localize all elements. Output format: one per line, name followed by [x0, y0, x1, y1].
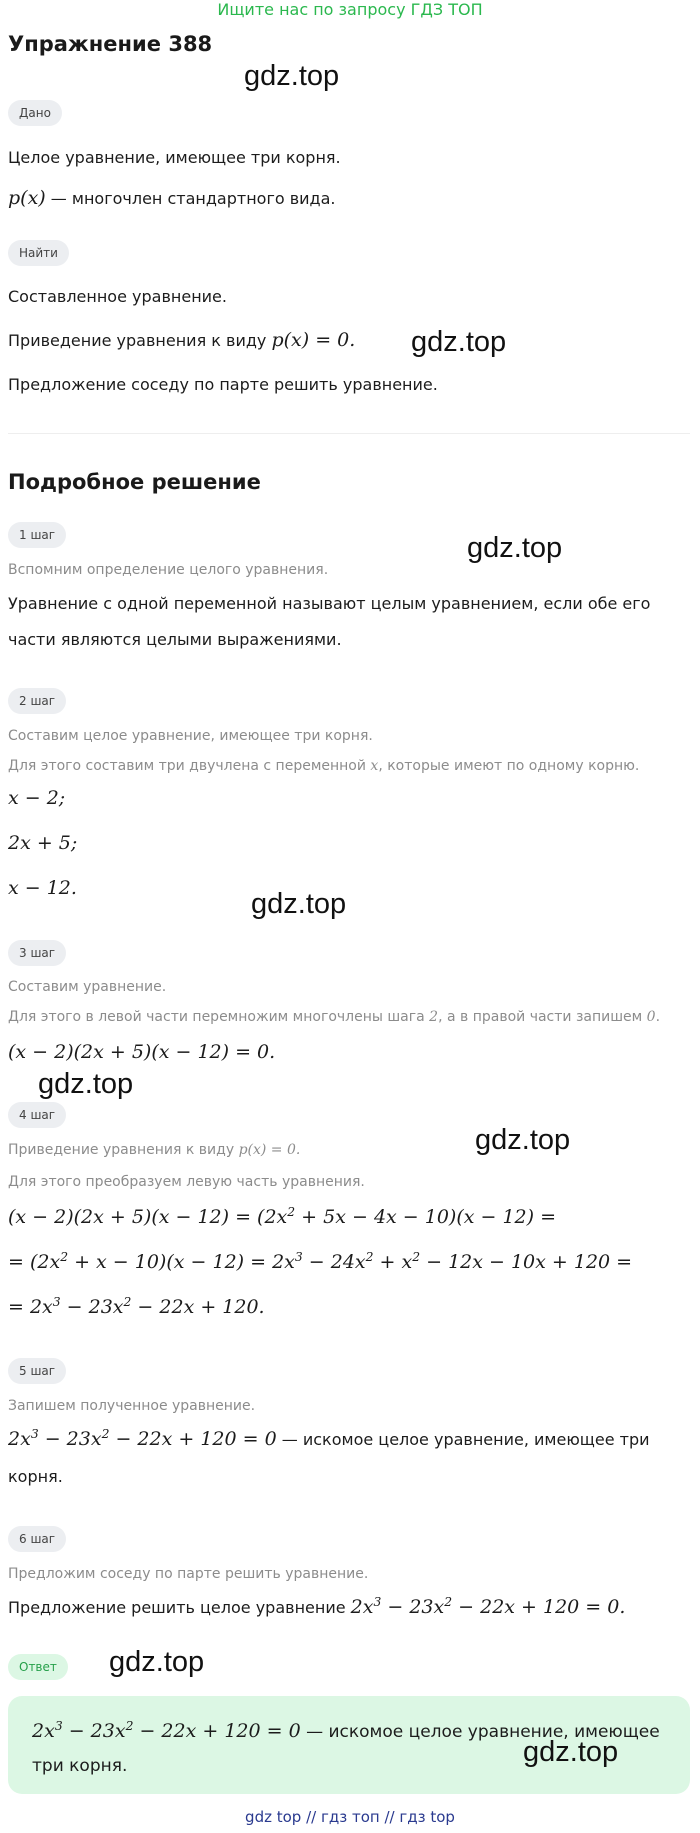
- step-2-note-2a: Для этого составим три двучлена с переменной: [8, 758, 371, 774]
- watermark: gdz.top: [475, 1124, 571, 1156]
- footer-link-gdz-top-ru[interactable]: гдз топ: [320, 1808, 380, 1826]
- step-4-line-1: $(x - 2)(2x + 5)(x - 12) = (2x^2 + 5x - 4x - 10)(x - 12)$ =: [8, 1205, 557, 1228]
- answer-badge: Ответ: [8, 1654, 68, 1680]
- given-line-2-text: — многочлен стандартного вида.: [45, 189, 336, 208]
- watermark: gdz.top: [38, 1068, 134, 1100]
- step-2-note-2: [8, 756, 639, 776]
- find-math: p(x) = 0.: [271, 329, 356, 351]
- step-2-expr-2: 2x + 5;: [8, 832, 78, 854]
- answer-line-2: три корня.: [32, 1756, 128, 1776]
- step-6-text-before: Предложение решить целое уравнение: [8, 1598, 351, 1617]
- step-6-equation: $2x^3 - 23x^2 - 22x + 120 = 0$.: [350, 1595, 626, 1618]
- step-2-badge: 2 шаг: [8, 688, 66, 714]
- watermark: gdz.top: [251, 888, 347, 920]
- step-2-expr-3: x − 12.: [8, 877, 77, 899]
- step-3-note-2-end: .: [655, 1009, 661, 1025]
- step-3-note-1: Составим уравнение.: [8, 979, 167, 995]
- given-line-2: [8, 187, 336, 210]
- step-1-badge: 1 шаг: [8, 522, 66, 548]
- watermark: gdz.top: [467, 532, 563, 564]
- solution-title: Подробное решение: [8, 470, 261, 494]
- section-divider: [8, 433, 690, 434]
- step-4-line-2: = $(2x^2 + x - 10)(x - 12) = 2x^3 - 24x^2 + x^2 - 12x - 10x + 120$ =: [8, 1250, 633, 1273]
- answer-text-after: — искомое целое уравнение, имеющее: [300, 1722, 660, 1742]
- footer-link-gdz-top[interactable]: gdz top: [245, 1808, 302, 1826]
- given-badge: Дано: [8, 100, 62, 126]
- step-2-variable: x: [370, 758, 379, 774]
- footer-links: [0, 1808, 700, 1826]
- step-3-note-2a: Для этого в левой части перемножим многочлены шага: [8, 1009, 430, 1025]
- step-5-text-after: — искомое целое уравнение, имеющее три: [276, 1430, 650, 1449]
- step-3-badge: 3 шаг: [8, 940, 66, 966]
- step-1-text-2: части являются целыми выражениями.: [8, 630, 342, 649]
- step-4-note-2: Для этого преобразуем левую часть уравнения.: [8, 1174, 365, 1190]
- step-2-expr-1: x − 2;: [8, 787, 66, 809]
- watermark: gdz.top: [411, 326, 507, 358]
- step-2-note-1: Составим целое уравнение, имеющее три корня.: [8, 728, 373, 744]
- step-3-number: 2: [429, 1009, 439, 1025]
- step-3-zero: 0: [646, 1009, 656, 1025]
- exercise-title: Упражнение 388: [8, 32, 213, 56]
- find-badge: Найти: [8, 240, 69, 266]
- step-4-note-math: p(x) = 0.: [238, 1142, 301, 1158]
- given-line-1: Целое уравнение, имеющее три корня.: [8, 148, 341, 167]
- step-3-note-2b: , а в правой части запишем: [438, 1009, 647, 1025]
- step-4-note-1-text: Приведение уравнения к виду: [8, 1142, 239, 1158]
- step-2-note-2b: , которые имеют по одному корню.: [378, 758, 640, 774]
- step-5-text-2: корня.: [8, 1467, 63, 1486]
- find-line-3: Предложение соседу по парте решить уравнение.: [8, 375, 438, 394]
- given-math: p(x): [8, 187, 46, 209]
- step-5-text-1: [8, 1428, 650, 1451]
- step-5-note: Запишем полученное уравнение.: [8, 1398, 256, 1414]
- find-line-1: Составленное уравнение.: [8, 287, 227, 306]
- find-line-2: [8, 329, 355, 352]
- step-5-equation: $2x^3 - 23x^2 - 22x + 120 = 0$: [8, 1427, 277, 1450]
- answer-equation: $2x^3 - 23x^2 - 22x + 120 = 0$: [32, 1719, 301, 1742]
- step-4-line-3: = $2x^3 - 23x^2 - 22x + 120$.: [8, 1295, 265, 1318]
- search-banner: Ищите нас по запросу ГДЗ ТОП: [217, 0, 483, 19]
- footer-separator: //: [384, 1808, 395, 1826]
- step-1-text-1: Уравнение с одной переменной называют целым уравнением, если обе его: [8, 594, 651, 613]
- step-3-equation: (x − 2)(2x + 5)(x − 12) = 0.: [8, 1041, 276, 1063]
- step-6-badge: 6 шаг: [8, 1526, 66, 1552]
- step-1-note: Вспомним определение целого уравнения.: [8, 562, 329, 578]
- step-6-note: Предложим соседу по парте решить уравнение.: [8, 1566, 369, 1582]
- find-line-2-text: Приведение уравнения к виду: [8, 331, 272, 350]
- step-5-badge: 5 шаг: [8, 1358, 66, 1384]
- watermark: gdz.top: [109, 1646, 205, 1678]
- watermark: gdz.top: [523, 1736, 619, 1768]
- step-4-badge: 4 шаг: [8, 1102, 66, 1128]
- watermark: gdz.top: [244, 60, 340, 92]
- footer-link-gdz-top-mixed[interactable]: гдз top: [399, 1808, 455, 1826]
- step-3-note-2: [8, 1007, 660, 1027]
- step-6-text: [8, 1596, 625, 1619]
- footer-separator: //: [306, 1808, 317, 1826]
- step-4-note-1: [8, 1140, 300, 1160]
